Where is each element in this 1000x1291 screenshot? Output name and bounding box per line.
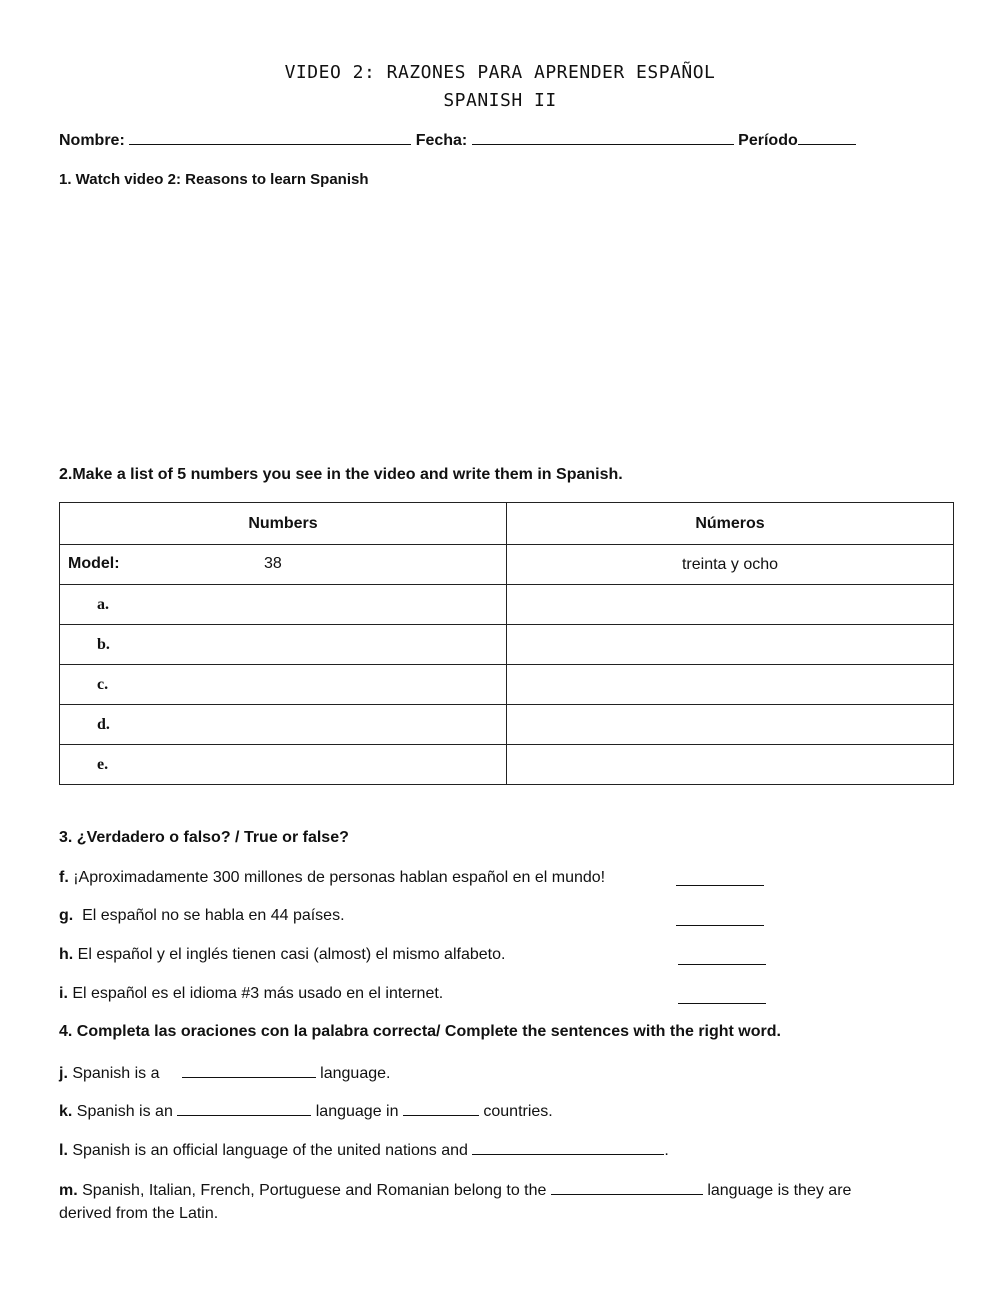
sentence-m [59,1180,851,1200]
tf-answer-g[interactable] [676,911,764,926]
tf-item-f [59,869,605,887]
answer-cell-b[interactable] [507,625,954,665]
sentence-text: . [664,1142,669,1159]
tf-item-i [59,985,443,1003]
question-1: 1. Watch video 2: Reasons to learn Spanish [59,171,369,188]
blank-j[interactable] [182,1063,316,1078]
fecha-label: Fecha: [415,132,468,149]
sentence-text: language is they are [702,1182,852,1199]
header-numbers: Numbers [60,503,507,545]
worksheet-subtitle: SPANISH II [443,90,557,111]
sentence-text: language in [311,1103,403,1120]
fecha-field[interactable] [472,130,734,145]
periodo-field[interactable] [798,130,856,145]
tf-answer-f[interactable] [676,871,764,886]
item-text: ¡Aproximadamente 300 millones de personas hablan español en el mundo! [68,869,606,886]
sentence-k [59,1101,553,1121]
numbers-table [59,502,954,785]
table-row [60,705,954,745]
item-letter: l. [59,1142,68,1159]
question-2: 2.Make a list of 5 numbers you see in the video and write them in Spanish. [59,466,623,483]
question-3-heading: 3. ¿Verdadero o falso? / True or false? [59,829,349,846]
table-row-model [60,545,954,585]
item-text: El español es el idioma #3 más usado en el internet. [67,985,444,1002]
sentence-text: language. [315,1065,391,1082]
row-label-a: a. [60,585,507,625]
sentence-text: Spanish is an [72,1103,178,1120]
row-label-d: d. [60,705,507,745]
item-text: El español no se habla en 44 países. [73,907,345,924]
item-text: El español y el inglés tienen casi (almost) el mismo alfabeto. [73,946,506,963]
row-label-c: c. [60,665,507,705]
sentence-text: Spanish is a [67,1065,160,1082]
row-label-b: b. [60,625,507,665]
question-4-heading: 4. Completa las oraciones con la palabra correcta/ Complete the sentences with the right word. [59,1023,781,1040]
blank-l[interactable] [472,1140,664,1155]
sentence-m-continued: derived from the Latin. [59,1205,219,1222]
header-numeros: Números [507,503,954,545]
item-letter: i. [59,985,68,1002]
table-row [60,625,954,665]
sentence-text: Spanish is an official language of the united nations and [67,1142,473,1159]
item-letter: k. [59,1103,73,1120]
table-header-row [60,503,954,545]
sentence-text: countries. [478,1103,553,1120]
item-letter: j. [59,1065,68,1082]
tf-item-h [59,946,505,964]
tf-item-g [59,907,345,925]
sentence-j [59,1063,390,1083]
blank-m[interactable] [551,1180,703,1195]
model-number: 38 [264,555,282,572]
item-letter: f. [59,869,69,886]
periodo-label: Período [738,132,798,149]
item-letter: h. [59,946,74,963]
table-row [60,665,954,705]
answer-cell-a[interactable] [507,585,954,625]
answer-cell-c[interactable] [507,665,954,705]
blank-k1[interactable] [177,1101,311,1116]
item-letter: g. [59,907,74,924]
tf-answer-h[interactable] [678,950,766,965]
sentence-text: Spanish, Italian, French, Portuguese and Romanian belong to the [77,1182,551,1199]
item-letter: m. [59,1182,78,1199]
row-label-e: e. [60,745,507,785]
table-row [60,585,954,625]
worksheet-title: VIDEO 2: RAZONES PARA APRENDER ESPAÑOL [284,62,716,83]
tf-answer-i[interactable] [678,989,766,1004]
model-label: Model: [68,555,120,572]
answer-cell-d[interactable] [507,705,954,745]
model-cell [60,545,507,585]
sentence-l [59,1140,669,1160]
blank-k2[interactable] [403,1101,479,1116]
nombre-label: Nombre: [59,132,125,149]
student-info-line [59,130,856,150]
model-spanish: treinta y ocho [507,545,954,585]
table-row [60,745,954,785]
nombre-field[interactable] [129,130,411,145]
answer-cell-e[interactable] [507,745,954,785]
